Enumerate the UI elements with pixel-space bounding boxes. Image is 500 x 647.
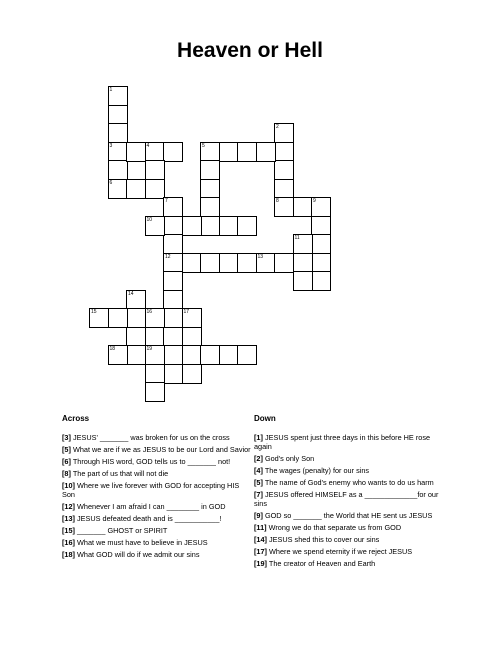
clue-number-label: [14] bbox=[254, 535, 267, 544]
clue-number-label: [19] bbox=[254, 559, 267, 568]
grid-cell[interactable] bbox=[293, 271, 313, 291]
grid-cell[interactable] bbox=[163, 290, 183, 310]
grid-cell[interactable] bbox=[200, 160, 220, 180]
grid-cell[interactable] bbox=[126, 179, 146, 199]
clue-number: 2 bbox=[276, 124, 279, 130]
grid-cell[interactable] bbox=[145, 308, 165, 328]
grid-cell[interactable] bbox=[163, 271, 183, 291]
clue-number: 13 bbox=[257, 253, 264, 260]
across-clue bbox=[62, 433, 252, 442]
grid-cell[interactable] bbox=[182, 253, 202, 273]
grid-cell[interactable] bbox=[108, 123, 128, 143]
clue-text: The part of us that will not die bbox=[70, 469, 169, 478]
clue-text: The creator of Heaven and Earth bbox=[266, 559, 376, 568]
clue-number: 12 bbox=[165, 253, 171, 260]
grid-cell[interactable] bbox=[108, 160, 128, 180]
clue-number-label: [5] bbox=[254, 478, 263, 487]
clue-number: 11 bbox=[294, 235, 300, 241]
clue-text: Wrong we do that separate us from GOD bbox=[266, 523, 402, 532]
clue-number: 15 bbox=[91, 309, 97, 315]
grid-cell[interactable] bbox=[200, 197, 220, 217]
clue-text: JESUS' _______ was broken for us on the cross bbox=[70, 433, 230, 442]
clue-text: Whenever I am afraid I can ________ in GOD bbox=[74, 502, 226, 511]
clue-number-label: [4] bbox=[254, 466, 263, 475]
grid-cell[interactable] bbox=[237, 253, 257, 273]
across-clue bbox=[62, 457, 252, 466]
grid-cell[interactable] bbox=[163, 234, 183, 254]
grid-cell[interactable] bbox=[126, 290, 146, 310]
grid-cell[interactable] bbox=[311, 197, 331, 217]
down-clue bbox=[254, 535, 444, 544]
grid-cell[interactable] bbox=[89, 308, 109, 328]
clue-number: 17 bbox=[183, 309, 190, 315]
across-clue bbox=[62, 481, 252, 499]
clue-number: 6 bbox=[109, 179, 113, 186]
clue-number-label: [1] bbox=[254, 433, 263, 442]
grid-cell[interactable] bbox=[126, 308, 146, 328]
grid-cell[interactable] bbox=[182, 364, 202, 384]
clue-text: JESUS defeated death and is ___________! bbox=[74, 514, 222, 523]
across-clue bbox=[62, 526, 252, 535]
grid-cell[interactable] bbox=[163, 327, 183, 347]
clue-text: God's only Son bbox=[262, 454, 315, 463]
clue-number: 7 bbox=[165, 198, 168, 204]
page-title: Heaven or Hell bbox=[177, 39, 323, 62]
across-clue bbox=[62, 550, 252, 559]
grid-cell[interactable] bbox=[126, 345, 146, 365]
grid-cell[interactable] bbox=[256, 142, 276, 162]
clue-text: Through HIS word, GOD tells us to _______ not! bbox=[70, 457, 231, 466]
grid-cell[interactable] bbox=[200, 216, 220, 236]
grid-cell[interactable] bbox=[274, 142, 294, 162]
grid-cell[interactable] bbox=[219, 142, 239, 162]
clue-number: 9 bbox=[313, 198, 316, 204]
grid-cell[interactable] bbox=[200, 253, 220, 273]
grid-cell[interactable] bbox=[108, 179, 128, 199]
across-clue bbox=[62, 502, 252, 511]
down-clue bbox=[254, 490, 444, 508]
down-clue bbox=[254, 454, 444, 463]
grid-cell[interactable] bbox=[200, 345, 220, 365]
grid-cell[interactable] bbox=[126, 327, 146, 347]
clue-number-label: [18] bbox=[62, 550, 75, 559]
grid-cell[interactable] bbox=[145, 345, 165, 365]
clue-number-label: [15] bbox=[62, 526, 75, 535]
grid-cell[interactable] bbox=[256, 253, 276, 273]
grid-cell[interactable] bbox=[182, 345, 202, 365]
grid-cell[interactable] bbox=[293, 197, 313, 217]
grid-cell[interactable] bbox=[126, 142, 146, 162]
grid-cell[interactable] bbox=[219, 216, 239, 236]
grid-cell[interactable] bbox=[274, 253, 294, 273]
clue-number: 14 bbox=[128, 290, 134, 297]
grid-cell[interactable] bbox=[311, 271, 331, 291]
down-clue bbox=[254, 547, 444, 556]
clue-text: What we are if we as JESUS to be our Lord and Savior bbox=[70, 445, 251, 454]
clue-number-label: [10] bbox=[62, 481, 75, 490]
clue-text: JESUS spent just three days in this before HE rose again bbox=[254, 433, 431, 451]
grid-cell[interactable] bbox=[163, 197, 183, 217]
grid-cell[interactable] bbox=[274, 179, 294, 199]
clue-number-label: [16] bbox=[62, 538, 75, 547]
grid-cell[interactable] bbox=[182, 327, 202, 347]
across-heading: Across bbox=[62, 414, 90, 423]
grid-cell[interactable] bbox=[163, 364, 183, 384]
grid-cell[interactable] bbox=[145, 382, 165, 402]
down-clue bbox=[254, 523, 444, 532]
grid-cell[interactable] bbox=[311, 234, 331, 254]
grid-cell[interactable] bbox=[237, 142, 257, 162]
down-clue bbox=[254, 433, 444, 451]
grid-cell[interactable] bbox=[274, 123, 294, 143]
clue-number-label: [7] bbox=[254, 490, 263, 499]
grid-cell[interactable] bbox=[108, 142, 128, 162]
down-heading: Down bbox=[254, 414, 276, 423]
grid-cell[interactable] bbox=[145, 142, 165, 162]
grid-cell[interactable] bbox=[219, 345, 239, 365]
grid-cell[interactable] bbox=[163, 308, 183, 328]
clue-text: The wages (penalty) for our sins bbox=[262, 466, 370, 475]
grid-cell[interactable] bbox=[108, 345, 128, 365]
grid-cell[interactable] bbox=[200, 179, 220, 199]
grid-cell[interactable] bbox=[200, 142, 220, 162]
grid-cell[interactable] bbox=[182, 216, 202, 236]
grid-cell[interactable] bbox=[293, 234, 313, 254]
grid-cell[interactable] bbox=[163, 142, 183, 162]
across-clues bbox=[62, 413, 252, 562]
clue-number: 8 bbox=[276, 198, 279, 204]
grid-cell[interactable] bbox=[163, 216, 183, 236]
clue-text: Where we spend eternity if we reject JESUS bbox=[266, 547, 413, 556]
grid-cell[interactable] bbox=[163, 253, 183, 273]
grid-cell[interactable] bbox=[163, 345, 183, 365]
clue-number: 19 bbox=[146, 346, 153, 352]
grid-cell[interactable] bbox=[274, 160, 294, 180]
clue-number-label: [8] bbox=[62, 469, 71, 478]
grid-cell[interactable] bbox=[237, 345, 257, 365]
grid-cell[interactable] bbox=[145, 160, 165, 180]
clue-number-label: [12] bbox=[62, 502, 75, 511]
grid-cell[interactable] bbox=[293, 253, 313, 273]
down-clue-list bbox=[254, 433, 444, 568]
grid-cell[interactable] bbox=[237, 216, 257, 236]
clue-text: JESUS offered HIMSELF as a _____________for our sins bbox=[254, 490, 439, 508]
clue-text: Where we live forever with GOD for accepting HIS Son bbox=[62, 481, 240, 499]
grid-cell[interactable] bbox=[145, 216, 165, 236]
clue-number-label: [13] bbox=[62, 514, 75, 523]
clue-number-label: [17] bbox=[254, 547, 267, 556]
grid-cell[interactable] bbox=[145, 179, 165, 199]
grid-cell[interactable] bbox=[145, 364, 165, 384]
clue-text: What GOD will do if we admit our sins bbox=[74, 550, 200, 559]
clue-number: 10 bbox=[146, 216, 153, 223]
clue-text: _______ GHOST or SPIRIT bbox=[74, 526, 168, 535]
grid-cell[interactable] bbox=[108, 308, 128, 328]
across-clue-list bbox=[62, 433, 252, 559]
across-clue bbox=[62, 469, 252, 478]
clue-number: 1 bbox=[109, 87, 113, 93]
down-clue bbox=[254, 559, 444, 568]
down-clue bbox=[254, 511, 444, 520]
down-clue bbox=[254, 466, 444, 475]
clue-text: The name of God's enemy who wants to do us harm bbox=[262, 478, 434, 487]
clue-number-label: [3] bbox=[62, 433, 71, 442]
clue-number-label: [6] bbox=[62, 457, 71, 466]
clue-text: GOD so _______ the World that HE sent us JESUS bbox=[262, 511, 433, 520]
down-clue bbox=[254, 478, 444, 487]
grid-cell[interactable] bbox=[182, 308, 202, 328]
across-clue bbox=[62, 445, 252, 454]
clue-number: 4 bbox=[146, 142, 150, 149]
across-clue bbox=[62, 514, 252, 523]
clue-text: JESUS shed this to cover our sins bbox=[266, 535, 380, 544]
across-clue bbox=[62, 538, 252, 547]
clue-text: What we must have to believe in JESUS bbox=[74, 538, 208, 547]
clue-number-label: [9] bbox=[254, 511, 263, 520]
grid-cell[interactable] bbox=[108, 105, 128, 125]
grid-cell[interactable] bbox=[311, 216, 331, 236]
clue-number-label: [2] bbox=[254, 454, 263, 463]
clue-number-label: [5] bbox=[62, 445, 71, 454]
clue-number: 16 bbox=[146, 309, 153, 315]
grid-cell[interactable] bbox=[108, 86, 128, 106]
down-clues bbox=[254, 413, 444, 571]
clue-number-label: [11] bbox=[254, 523, 267, 532]
grid-cell[interactable] bbox=[219, 253, 239, 273]
grid-cell[interactable] bbox=[274, 197, 294, 217]
clue-number: 3 bbox=[109, 142, 113, 149]
clue-number: 5 bbox=[202, 142, 205, 149]
clue-number: 18 bbox=[109, 346, 116, 352]
grid-cell[interactable] bbox=[311, 253, 331, 273]
